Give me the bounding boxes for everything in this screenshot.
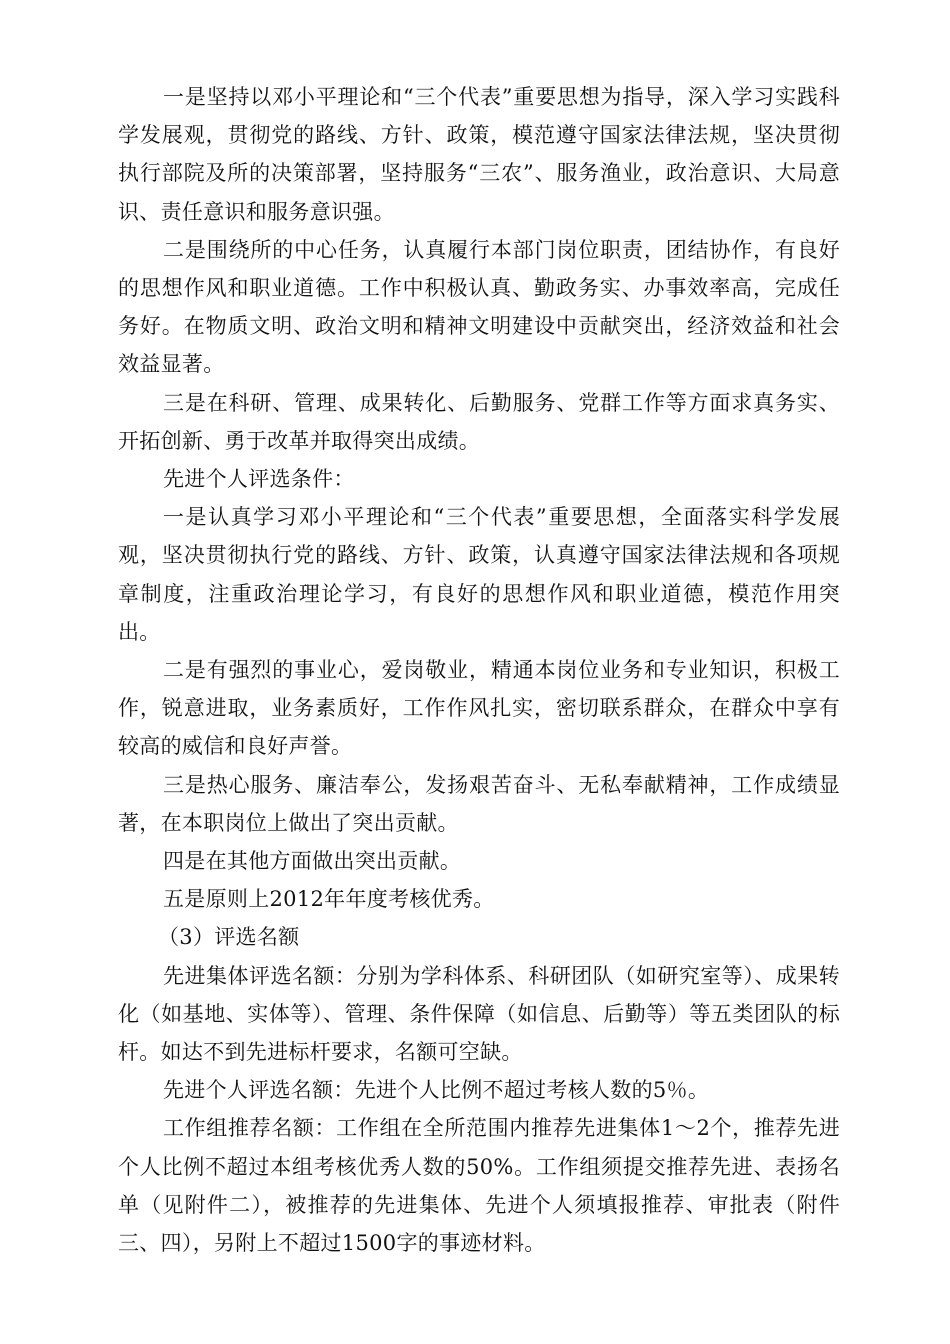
individual-criterion-4: 四是在其他方面做出突出贡献。 xyxy=(163,849,462,874)
workgroup-quota: 工作组推荐名额：工作组在全所范围内推荐先进集体1～2个，推荐先进个人比例不超过本组考核优秀人数的50%。工作组须提交推荐先进、表扬名单（见附件二），被推荐的先进集体、先进个人须填报推荐、审批表（附件三、四），另附上不超过1500字的事迹材料。 xyxy=(118,1116,840,1256)
individual-criterion-3: 三是热心服务、廉洁奉公，发扬艰苦奋斗、无私奉献精神，工作成绩显著，在本职岗位上做出了突出贡献。 xyxy=(118,772,840,835)
individual-criterion-5: 五是原则上2012年年度考核优秀。 xyxy=(163,887,495,912)
individual-quota: 先进个人评选名额：先进个人比例不超过考核人数的5％。 xyxy=(163,1078,710,1103)
individual-criterion-1: 一是认真学习邓小平理论和“三个代表”重要思想，全面落实科学发展观，坚决贯彻执行党的路线、方针、政策，认真遵守国家法律法规和各项规章制度，注重政治理论学习，有良好的思想作风和职业道德，模范作用突出。 xyxy=(118,505,840,644)
individual-criteria-heading: 先进个人评选条件： xyxy=(163,467,355,492)
individual-criterion-2: 二是有强烈的事业心，爱岗敬业，精通本岗位业务和专业知识，积极工作，锐意进取，业务素质好，工作作风扎实，密切联系群众，在群众中享有较高的威信和良好声誉。 xyxy=(118,658,840,759)
collective-quota: 先进集体评选名额：分别为学科体系、科研团队（如研究室等）、成果转化（如基地、实体等）、管理、条件保障（如信息、后勤等）等五类团队的标杆。如达不到先进标杆要求，名额可空缺。 xyxy=(118,963,840,1065)
collective-criterion-2: 二是围绕所的中心任务，认真履行本部门岗位职责，团结协作，有良好的思想作风和职业道德。工作中积极认真、勤政务实、办事效率高，完成任务好。在物质文明、政治文明和精神文明建设中贡献突出，经济效益和社会效益显著。 xyxy=(118,237,840,377)
section-heading-quota: （3）评选名额 xyxy=(158,925,300,950)
document-body xyxy=(118,78,840,1262)
collective-criterion-3: 三是在科研、管理、成果转化、后勤服务、党群工作等方面求真务实、开拓创新、勇于改革并取得突出成绩。 xyxy=(118,390,840,453)
collective-criterion-1: 一是坚持以邓小平理论和“三个代表”重要思想为指导，深入学习实践科学发展观，贯彻党的路线、方针、政策，模范遵守国家法律法规，坚决贯彻执行部院及所的决策部署，坚持服务“三农”、服务渔业，政治意识、大局意识、责任意识和服务意识强。 xyxy=(118,85,840,224)
